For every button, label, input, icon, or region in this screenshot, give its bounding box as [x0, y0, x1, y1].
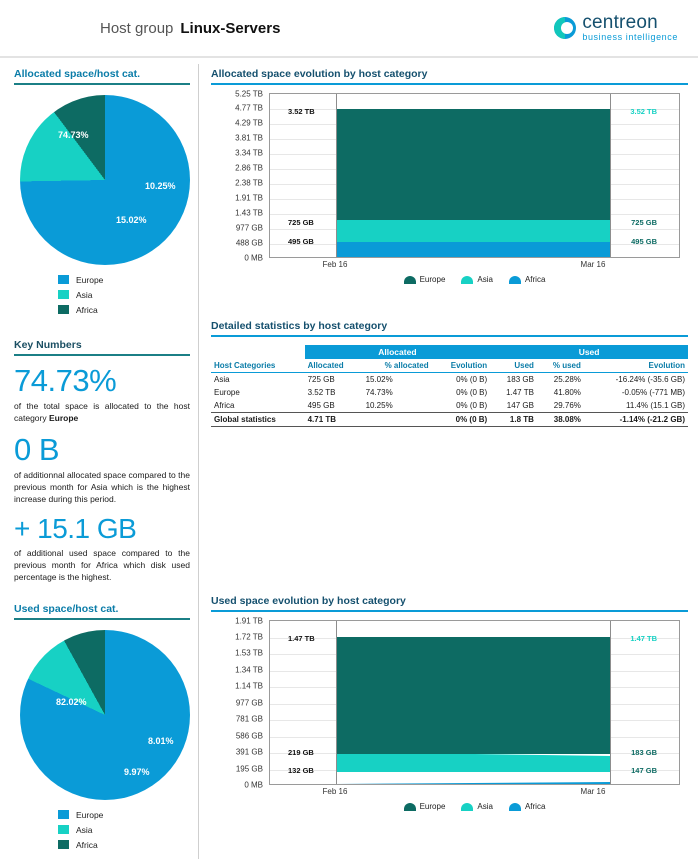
legend-item [404, 275, 446, 284]
cell-category: Africa [214, 401, 235, 410]
ytick: 2.38 TB [235, 178, 263, 188]
key-number-1-text-lead: of the total space is allocated to the host category [14, 401, 190, 424]
allocated-pie-graphic [20, 95, 190, 265]
legend-label-asia: Asia [477, 802, 493, 811]
ytick: 391 GB [235, 747, 263, 757]
group-header-allocated: Allocated [305, 345, 491, 359]
used-pie-label-asia: 9.97% [124, 767, 150, 778]
value-label-asia-end: 725 GB [631, 218, 657, 227]
left-column [0, 58, 198, 865]
ytick: 3.34 TB [235, 148, 263, 158]
used-evolution-title: Used space evolution by host category [211, 595, 688, 612]
ytick: 1.43 TB [235, 208, 263, 218]
ytick: 2.86 TB [235, 163, 263, 173]
detailed-statistics-title: Detailed statistics by host category [211, 320, 688, 337]
legend-label-europe: Europe [76, 274, 104, 285]
used-pie-legend [14, 807, 190, 852]
legend-item [58, 272, 190, 287]
ytick: 1.34 TB [235, 665, 263, 675]
ytick: 1.91 TB [235, 193, 263, 203]
value-label-asia-end: 183 GB [631, 748, 657, 757]
allocated-pie-legend [14, 272, 190, 317]
key-number-block-2 [14, 433, 190, 506]
hostgroup-label: Host group [100, 19, 174, 37]
cell-evolution-allocated: 0% (0 B) [456, 401, 488, 410]
key-number-3-value: + 15.1 GB [14, 512, 137, 544]
column-header-evolution-allocated: Evolution [432, 359, 491, 373]
cell-total-evolution-allocated: 0% (0 B) [432, 413, 491, 427]
ytick: 977 GB [235, 698, 263, 708]
table-row [211, 386, 688, 399]
column-header-pct-used: % used [537, 359, 584, 373]
value-label-africa-start: 3.52 TB [288, 107, 315, 116]
cell-total-pct-allocated [363, 413, 432, 427]
used-evolution-plot [269, 620, 680, 785]
column-header-allocated: Allocated [305, 359, 363, 373]
cell-pct-allocated: 10.25% [365, 401, 393, 410]
pie-label-africa: 10.25% [145, 181, 176, 191]
cell-evolution-used: 11.4% (15.1 GB) [626, 401, 685, 410]
value-label-africa-start: 1.47 TB [288, 634, 315, 643]
legend-item [58, 287, 190, 302]
value-label-africa-end: 3.52 TB [630, 107, 657, 116]
used-pie-title: Used space/host cat. [14, 603, 190, 620]
value-label-europe-end: 495 GB [631, 237, 657, 246]
key-number-1-value: 74.73% [14, 363, 117, 398]
cell-total-evolution-used: -1.14% (-21.2 GB) [584, 413, 688, 427]
legend-swatch-asia-icon [58, 290, 69, 299]
value-label-africa-end: 1.47 TB [630, 634, 657, 643]
legend-label-europe: Europe [419, 275, 446, 284]
allocated-evolution-xaxis [269, 260, 680, 274]
used-evolution-chart [211, 616, 688, 811]
band-asia [336, 752, 611, 772]
legend-swatch-africa-icon [58, 840, 69, 849]
used-pie-label-europe: 82.02% [56, 697, 87, 708]
hostgroup-value: Linux-Servers [180, 19, 281, 37]
cell-total-pct-used: 38.08% [537, 413, 584, 427]
legend-label-africa: Africa [524, 275, 546, 284]
legend-label-africa: Africa [76, 839, 98, 850]
allocated-evolution-legend [269, 275, 680, 284]
cell-total-used: 1.8 TB [490, 413, 537, 427]
allocated-evolution-chart [211, 89, 688, 284]
legend-label-africa: Africa [76, 304, 98, 315]
centreon-logo-icon [554, 17, 576, 39]
legend-item [58, 807, 190, 822]
value-label-europe-start: 495 GB [288, 237, 314, 246]
ytick: 5.25 TB [235, 89, 263, 99]
legend-item [509, 275, 545, 284]
legend-label-europe: Europe [419, 802, 446, 811]
ytick: 977 GB [235, 223, 263, 233]
ytick: 4.29 TB [235, 118, 263, 128]
key-number-2-text: of additionnal allocated space compared to the previous month for Asia which is the highest increase during this period. [14, 469, 190, 505]
value-label-europe-start: 132 GB [288, 766, 314, 775]
allocated-evolution-title: Allocated space evolution by host category [211, 68, 688, 85]
value-label-asia-start: 219 GB [288, 748, 314, 757]
xtick: Mar 16 [580, 787, 606, 796]
allocated-evolution-plot [269, 93, 680, 258]
cell-used: 183 GB [506, 375, 534, 384]
value-label-asia-start: 725 GB [288, 218, 314, 227]
ytick: 3.81 TB [235, 133, 263, 143]
page-header [0, 0, 698, 58]
cell-category: Asia [214, 375, 230, 384]
legend-item [58, 302, 190, 317]
allocated-pie-title: Allocated space/host cat. [14, 68, 190, 85]
ytick: 781 GB [235, 714, 263, 724]
legend-mark-europe-icon [404, 276, 416, 284]
cell-evolution-allocated: 0% (0 B) [456, 375, 488, 384]
band-europe [336, 771, 611, 784]
cell-used: 147 GB [506, 401, 534, 410]
ytick: 0 MB [244, 253, 263, 263]
legend-label-asia: Asia [76, 289, 93, 300]
key-number-1-category: Europe [48, 413, 79, 424]
table-total-row [211, 413, 688, 427]
ytick: 1.91 TB [235, 616, 263, 626]
column-header-evolution-used: Evolution [584, 359, 688, 373]
cell-evolution-used: -0.05% (-771 MB) [621, 388, 685, 397]
legend-label-europe: Europe [76, 809, 104, 820]
table-header-row [211, 359, 688, 373]
centreon-logo [554, 13, 684, 42]
cell-evolution-allocated: 0% (0 B) [456, 388, 488, 397]
cell-allocated: 495 GB [307, 401, 335, 410]
legend-label-africa: Africa [524, 802, 546, 811]
band-europe [336, 242, 611, 257]
cell-pct-allocated: 15.02% [365, 375, 393, 384]
ytick: 1.14 TB [235, 681, 263, 691]
legend-swatch-africa-icon [58, 305, 69, 314]
table-row [211, 399, 688, 413]
legend-swatch-europe-icon [58, 275, 69, 284]
ytick: 1.53 TB [235, 648, 263, 658]
column-header-used: Used [490, 359, 537, 373]
key-number-3-text: of additional used space compared to the previous month for Africa which disk used percentage is the highest. [14, 547, 190, 583]
used-pie-chart [14, 626, 190, 801]
legend-item [461, 275, 493, 284]
cell-evolution-used: -16.24% (-35.6 GB) [615, 375, 685, 384]
legend-label-asia: Asia [477, 275, 493, 284]
key-number-1-text [14, 400, 190, 425]
used-pie-label-africa: 8.01% [148, 736, 174, 747]
band-africa [336, 109, 611, 220]
table-row [211, 373, 688, 387]
legend-mark-africa-icon [509, 803, 521, 811]
column-header-host-categories: Host Categories [211, 359, 305, 373]
key-number-block-3 [14, 514, 190, 584]
legend-item [58, 837, 190, 852]
cell-total-label: Global statistics [211, 413, 305, 427]
cell-total-allocated: 4.71 TB [305, 413, 363, 427]
used-pie-graphic [20, 630, 190, 800]
xtick: Feb 16 [322, 787, 348, 796]
band-africa [336, 637, 611, 754]
key-number-block-1 [14, 364, 190, 425]
xtick: Mar 16 [580, 260, 606, 269]
cell-pct-used: 29.76% [553, 401, 581, 410]
ytick: 0 MB [244, 780, 263, 790]
right-column [199, 58, 698, 865]
cell-pct-used: 25.28% [553, 375, 581, 384]
used-evolution-yaxis [211, 616, 267, 790]
key-numbers-title: Key Numbers [14, 339, 190, 356]
legend-swatch-asia-icon [58, 825, 69, 834]
legend-mark-asia-icon [461, 276, 473, 284]
ytick: 586 GB [235, 731, 263, 741]
logo-name: centreon [582, 12, 658, 34]
allocated-evolution-yaxis [211, 89, 267, 263]
cell-used: 1.47 TB [506, 388, 534, 397]
legend-item [58, 822, 190, 837]
detailed-statistics-table [211, 345, 688, 427]
key-number-2-value: 0 B [14, 431, 60, 467]
page-title [100, 20, 280, 37]
ytick: 1.72 TB [235, 632, 263, 642]
ytick: 488 GB [235, 238, 263, 248]
legend-mark-europe-icon [404, 803, 416, 811]
ytick: 4.77 TB [235, 103, 263, 113]
table-group-header-row [211, 345, 688, 359]
legend-label-asia: Asia [76, 824, 93, 835]
cell-pct-allocated: 74.73% [365, 388, 393, 397]
used-evolution-legend [269, 802, 680, 811]
pie-label-europe: 74.73% [58, 130, 89, 140]
group-header-blank [211, 345, 305, 359]
legend-item [461, 802, 493, 811]
legend-mark-africa-icon [509, 276, 521, 284]
band-asia [336, 220, 611, 242]
legend-item [509, 802, 545, 811]
allocated-pie-chart [14, 91, 190, 266]
cell-category: Europe [214, 388, 240, 397]
used-evolution-xaxis [269, 787, 680, 801]
ytick: 195 GB [235, 764, 263, 774]
group-header-used: Used [490, 345, 688, 359]
xtick: Feb 16 [322, 260, 348, 269]
logo-subtitle: business intelligence [582, 32, 678, 43]
cell-allocated: 725 GB [307, 375, 335, 384]
pie-label-asia: 15.02% [116, 215, 147, 225]
value-label-europe-end: 147 GB [631, 766, 657, 775]
cell-allocated: 3.52 TB [307, 388, 336, 397]
legend-mark-asia-icon [461, 803, 473, 811]
cell-pct-used: 41.80% [553, 388, 581, 397]
legend-swatch-europe-icon [58, 810, 69, 819]
legend-item [404, 802, 446, 811]
column-header-pct-allocated: % allocated [363, 359, 432, 373]
